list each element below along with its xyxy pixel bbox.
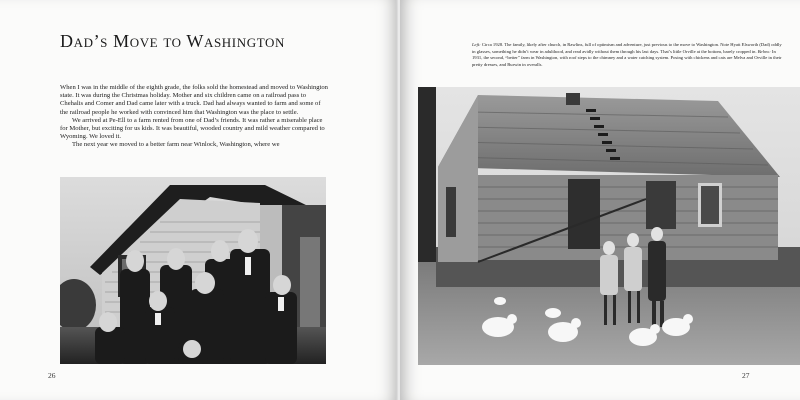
page-number-left: 26 <box>48 371 56 380</box>
caption-text-2: In 1931, the second, “better” farm in Washington, with roof steps to the chimney and a water catching system. Posing with chickens and cats are Melva and Orville in their pretty dresses, and Burwin in overalls. <box>472 48 782 67</box>
left-page <box>0 0 398 400</box>
chapter-title: Dad’s Move to Washington <box>60 31 285 51</box>
page-number-right: 27 <box>742 371 750 380</box>
right-page <box>400 0 800 400</box>
family-photo <box>60 177 326 364</box>
body-text <box>60 84 330 150</box>
paragraph: When I was in the middle of the eighth grade, the folks sold the homestead and moved to Washington state. It was during the Christmas holiday. Mother and six children came on a railroad pass to Chehalis and Comer and Dad came later with a truck. Dad had always wanted to farm and some of the railroad people he worked with convinced him that Washington was the place to settle. <box>60 84 328 116</box>
farmhouse-photo <box>418 87 800 365</box>
photo-caption <box>472 42 784 68</box>
paragraph: We arrived at Pe-Ell to a farm rented from one of Dad’s friends. It was rather a miserable place for Mother, but exciting for us kids. It was beautiful, wooded country and mild weather compared to Wyoming. We loved it. <box>60 116 325 141</box>
caption-below-label: Below: <box>757 48 771 54</box>
caption-left-label: Left: <box>472 42 481 47</box>
paragraph: The next year we moved to a better farm near Winlock, Washington, where we <box>72 141 280 149</box>
caption-text-1: Circa 1928. The family, likely after church, in Rawlins, full of optimism and adventure, just previous to the move to Washington. Note Hyatt Elsworth (Dad) oddly in glasses, something he didn’t wear in adulthood, and read avidly without them through his last days. That’s little Orville at the bottom, barely cropped in. <box>472 42 782 54</box>
